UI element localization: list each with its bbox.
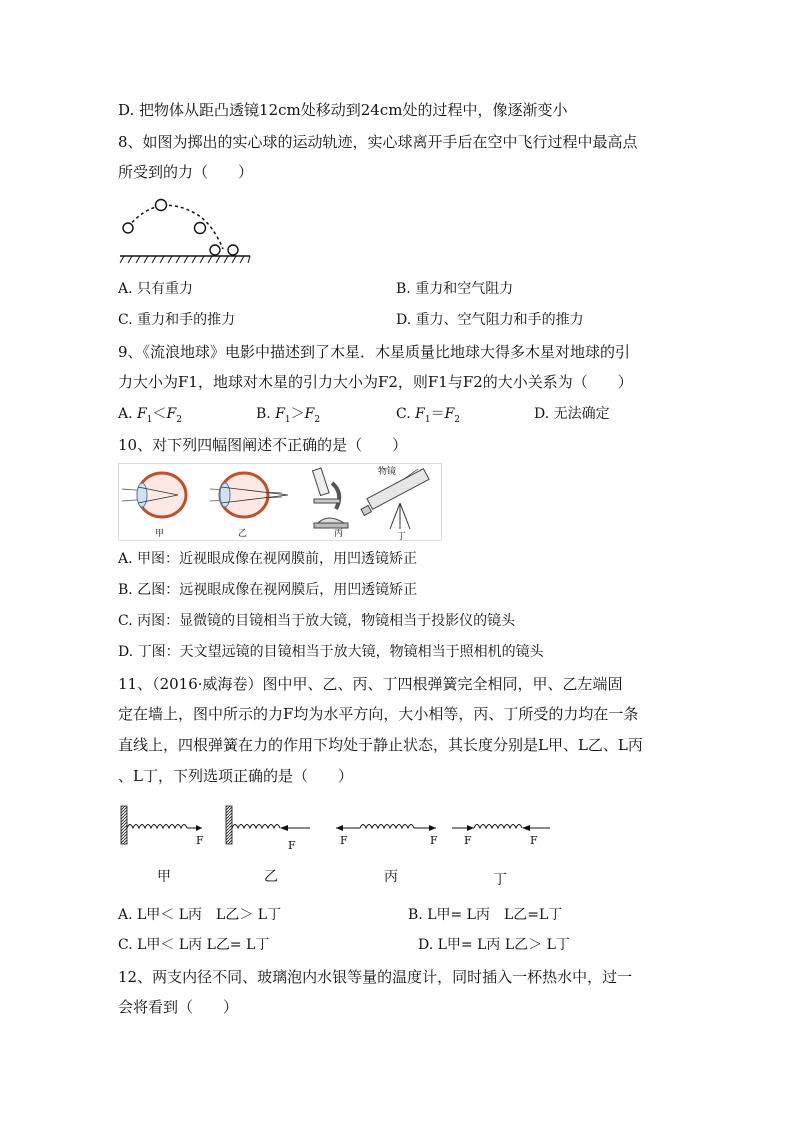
hyperopia-eye-icon [210,473,288,517]
q11-stem-line1: 11、（2016·威海卷）图中甲、乙、丙、丁四根弹簧完全相同，甲、乙左端固 [118,675,623,693]
q12-stem-line1: 12、两支内径不同、玻璃泡内水银等量的温度计，同时插入一杯热水中，过一 [118,968,633,986]
optics-figure [118,463,442,541]
q9-a-op: ＜ [152,406,167,422]
q9-option-a [118,404,182,430]
q11-option-b: B. L甲= L丙 L乙=L丁 [408,907,563,923]
q9-b-sub1: 1 [284,414,291,425]
q9-option-c [396,404,460,430]
q10-option-c: C. 丙图：显微镜的目镜相当于放大镜，物镜相当于投影仪的镜头 [118,613,516,629]
fig-label-yi: 乙 [238,529,248,539]
q9-option-d: D. 无法确定 [534,406,610,422]
spring-jia-force-label: F [196,834,204,847]
q11-option-c: C. L甲＜ L丙 L乙= L丁 [118,937,270,953]
springs-figure [118,804,558,856]
q11-option-d: D. L甲= L丙 L乙＞ L丁 [418,937,570,953]
telescope-icon [361,469,429,529]
q8-option-c: C. 重力和手的推力 [118,312,236,328]
q9-c-op: ＝ [430,406,445,422]
q10-option-d: D. 丁图：天文望远镜的目镜相当于放大镜，物镜相当于照相机的镜头 [118,644,544,660]
spring-label-jia: 甲 [157,869,171,885]
q9-stem-line1: 9、《流浪地球》电影中描述到了木星．木星质量比地球大得多木星对地球的引 [118,343,631,361]
spring-label-bing: 丙 [384,869,398,885]
q10-option-b: B. 乙图：远视眼成像在视网膜后，用凹透镜矫正 [118,582,418,598]
spring-ding-force-right-label: F [530,834,538,847]
ball-trajectory-figure [118,193,253,265]
q9-a-sub2: 2 [176,414,182,425]
fig-label-ding: 丁 [397,532,407,541]
q9-c-sub2: 2 [454,414,461,425]
q11-stem-line4: 、L丁，下列选项正确的是（ ） [118,767,353,785]
q11-option-a: A. L甲＜ L丙 L乙＞ L丁 [118,907,282,923]
q9-stem-line2: 力大小为F1，地球对木星的引力大小为F2，则F1与F2的大小关系为（ ） [118,373,633,391]
spring-bing-force-right-label: F [430,834,438,847]
q9-option-c-prefix: C. [396,406,416,422]
q9-b-sub2: 2 [314,414,321,425]
spring-ding-force-left-label: F [464,834,472,847]
q9-c-sub1: 1 [424,414,431,425]
q9-option-b-prefix: B. [256,406,276,422]
q9-c-f2: F [444,406,455,422]
q8-option-b: B. 重力和空气阻力 [396,281,514,297]
q9-c-f1: F [415,406,425,422]
fig-label-jia: 甲 [155,529,165,539]
q9-option-b [256,404,320,430]
q8-option-d: D. 重力、空气阻力和手的推力 [396,312,584,328]
q9-b-f1: F [275,406,285,422]
q9-b-f2: F [304,406,315,422]
spring-bing-force-left-label: F [340,834,348,847]
myopia-eye-icon [122,473,186,517]
spring-label-ding: 丁 [493,872,507,888]
telescope-objective-label: 物镜 [378,467,397,477]
q10-stem: 10、对下列四幅图阐述不正确的是（ ） [118,436,408,454]
q9-a-sub1: 1 [146,414,153,425]
q11-stem-line3: 直线上，四根弹簧在力的作用下均处于静止状态，其长度分别是L甲、L乙、L丙 [118,736,643,754]
q11-stem-line2: 定在墙上，图中所示的力F均为水平方向，大小相等，丙、丁所受的力均在一条 [118,705,639,723]
q12-stem-line2: 会将看到（ ） [118,998,239,1016]
q9-b-op: ＞ [290,406,305,422]
q8-stem-line1: 8、如图为掷出的实心球的运动轨迹，实心球离开手后在空中飞行过程中最高点 [118,133,638,151]
q8-option-a: A. 只有重力 [118,281,194,297]
q7-option-d: D. 把物体从距凸透镜12cm处移动到24cm处的过程中，像逐渐变小 [118,101,568,119]
q9-a-f1: F [137,406,147,422]
microscope-icon [312,468,348,528]
spring-label-yi: 乙 [264,869,278,885]
q9-a-f2: F [166,406,177,422]
q9-option-a-prefix: A. [118,406,138,422]
q10-option-a: A. 甲图：近视眼成像在视网膜前，用凹透镜矫正 [118,551,418,567]
q8-stem-line2: 所受到的力（ ） [118,163,254,181]
spring-yi-force-label: F [288,839,296,852]
fig-label-bing: 丙 [334,529,344,539]
